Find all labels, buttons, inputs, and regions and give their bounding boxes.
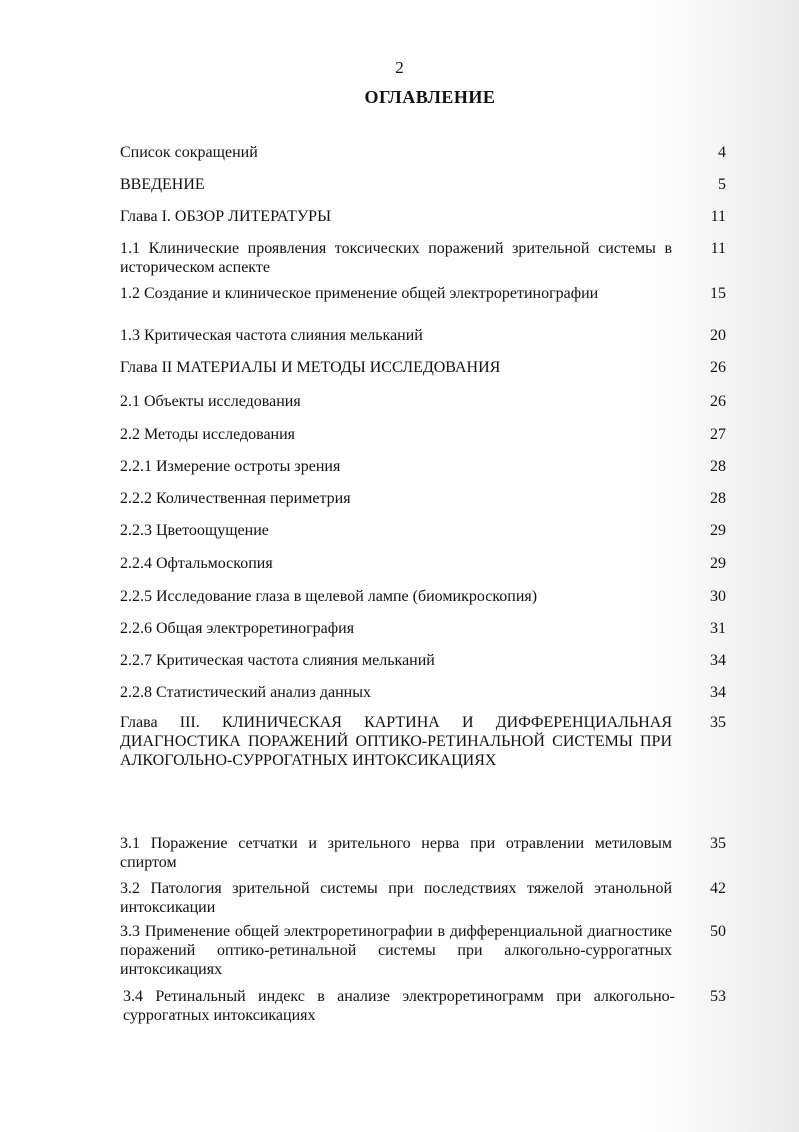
toc-entry-page: 28 [710,458,726,475]
toc-entry-page: 11 [710,240,726,257]
toc-entry-text: 2.2.8 Статистический анализ данных [120,684,371,701]
toc-entry-page: 29 [710,555,726,572]
toc-entry [120,175,726,194]
toc-entry-page: 5 [718,176,726,193]
toc-entry-page: 31 [710,620,726,637]
toc-entry-page: 15 [710,285,726,302]
toc-entry-text: 2.2.3 Цветоощущение [120,522,269,539]
toc-entry-text: 3.1 Поражение сетчатки и зрительного нерва при отравлении метиловым спиртом [120,835,672,871]
toc-entry [120,651,726,670]
toc-entry [120,284,726,303]
toc-entry-text: 2.2.2 Количественная периметрия [120,490,351,507]
toc-entry-page: 50 [710,923,726,940]
toc-entry [120,987,726,1025]
toc-entry-text: 2.1 Объекты исследования [120,393,301,410]
toc-entry [120,587,726,606]
toc-entry-text: 2.2 Методы исследования [120,426,296,443]
toc-entry-page: 30 [710,588,726,605]
toc-entry-text: 3.2 Патология зрительной системы при последствиях тяжелой этанольной интоксикации [120,880,672,916]
toc-entry-text: 2.2.4 Офтальмоскопия [120,555,273,572]
toc-entry-text: 2.2.5 Исследование глаза в щелевой лампе (биомикроскопия) [120,588,538,605]
toc-entry [120,239,726,277]
toc-entry-page: 26 [710,393,726,410]
toc-entry-text: 2.2.6 Общая электроретинография [120,620,355,637]
toc-entry [120,922,726,979]
toc-entry-page: 35 [710,714,726,731]
toc-entry-page: 4 [718,144,726,161]
toc-entry-text: 1.1 Клинические проявления токсических поражений зрительной системы в историческом аспекте [120,240,672,276]
toc-entry [120,619,726,638]
toc-entry-page: 34 [710,684,726,701]
toc-entry-page: 26 [710,359,726,376]
toc-entry [120,425,726,444]
toc-entry-text: Список сокращений [120,144,258,161]
toc-entry-text: 2.2.1 Измерение остроты зрения [120,458,341,475]
toc-entry [120,713,726,770]
toc-entry-page: 11 [710,208,726,225]
toc-entry-text: Глава I. ОБЗОР ЛИТЕРАТУРЫ [120,208,332,225]
toc-entry-text: 1.3 Критическая частота слияния мельканий [120,327,423,344]
toc-entry [120,489,726,508]
toc-entry [120,834,726,872]
toc-entry [120,879,726,917]
toc-title: ОГЛАВЛЕНИЕ [364,87,496,107]
toc-entry [120,457,726,476]
toc-entry-text: ВВЕДЕНИЕ [120,176,205,193]
toc-entry [120,143,726,162]
toc-entry-page: 20 [710,327,726,344]
toc-entry-text: Глава III. КЛИНИЧЕСКАЯ КАРТИНА И ДИФФЕРЕНЦИАЛЬНАЯ ДИАГНОСТИКА ПОРАЖЕНИЙ ОПТИКО-РЕТИНАЛЬНОЙ СИСТЕМЫ ПРИ АЛКОГОЛЬНО-СУРРОГАТНЫХ ИНТОКСИКАЦИЯХ [120,714,672,769]
toc-entry-page: 28 [710,490,726,507]
toc-entry [120,392,726,411]
toc-entry-page: 53 [710,988,726,1005]
toc-entry-page: 34 [710,652,726,669]
toc-entry [120,326,726,345]
toc-entry-text: 1.2 Создание и клиническое применение общей электроретинографии [120,285,599,302]
toc-entry-text: 3.4 Ретинальный индекс в анализе электроретинограмм при алкогольно-суррогатных интоксикациях [123,988,675,1024]
toc-entry [120,207,726,226]
toc-entry [120,554,726,573]
toc-entry-text: 2.2.7 Критическая частота слияния мельканий [120,652,435,669]
toc-entry-page: 29 [710,522,726,539]
toc-entry-page: 27 [710,426,726,443]
toc-entry [120,683,726,702]
toc-entry [120,358,726,377]
toc-entry-text: Глава II МАТЕРИАЛЫ И МЕТОДЫ ИССЛЕДОВАНИЯ [120,359,501,376]
toc-entry-page: 42 [710,880,726,897]
toc-entry [120,521,726,540]
toc-entry-page: 35 [710,835,726,852]
page-number: 2 [395,58,404,77]
toc-entry-text: 3.3 Применение общей электроретинографии в дифференциальной диагностике поражений оптико-ретинальной системы при алкогольно-суррогатных интоксикациях [120,923,672,978]
